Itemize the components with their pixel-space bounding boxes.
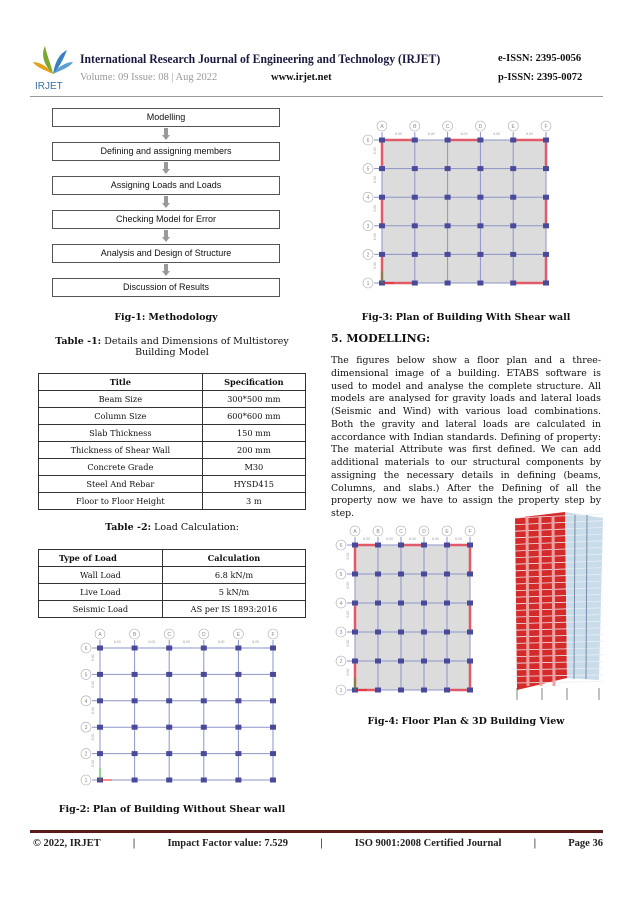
column <box>444 659 450 664</box>
grid-label: A <box>98 632 102 638</box>
eissn: e-ISSN: 2395-0056 <box>498 53 582 64</box>
table-cell: HYSD415 <box>202 476 305 493</box>
dimension-label: 6.00 <box>91 733 95 741</box>
dimension-label: 6.00 <box>91 654 95 662</box>
floor-plan <box>330 520 485 700</box>
section-paragraph: The figures below show a floor plan and a three-dimensional image of a building. ETABS software is used to model and analyse the complete structure. All models are analysed for gravity loads and lateral loads (Seismic and Wind) with various load combinations. Both the gravity and lateral loads are calculated in accordance with Indian standards. Defining of property: The material Attribute was first defined. We can add additional materials to our structural components by assigning the necessary details in defining (beams, Columns, and slabs.) After the Defining of all the property now we have to assign the property step by step. <box>331 355 601 519</box>
table-cell: Steel And Rebar <box>39 476 203 493</box>
column <box>445 138 451 143</box>
column <box>352 543 358 548</box>
table-cell: 600*600 mm <box>202 408 305 425</box>
flow-step: Modelling <box>52 108 280 127</box>
column <box>132 725 138 730</box>
building-3d-view <box>495 508 607 704</box>
column <box>398 572 404 577</box>
pissn: p-ISSN: 2395-0072 <box>498 72 583 83</box>
table-row <box>39 476 306 493</box>
table1-caption: Table -1: Details and Dimensions of Multistorey Building Model <box>55 336 289 358</box>
column <box>97 698 103 703</box>
dimension-label: 6.00 <box>427 132 435 136</box>
column <box>398 543 404 548</box>
plan-without-shear-wall <box>70 622 295 792</box>
column <box>201 778 207 783</box>
dimension-label: 6.00 <box>526 132 534 136</box>
table-row <box>39 459 306 476</box>
dimension-label: 6.00 <box>346 668 350 676</box>
table-row <box>39 584 306 601</box>
dimension-label: 6.00 <box>91 707 95 714</box>
dimension-label: 6.00 <box>183 640 190 644</box>
table-row <box>39 391 306 408</box>
table-load-calculation <box>38 549 306 618</box>
column <box>379 195 385 200</box>
column <box>166 778 172 783</box>
dimension-label: 6.00 <box>346 639 350 647</box>
table-row <box>39 493 306 510</box>
column <box>444 543 450 548</box>
column <box>444 601 450 606</box>
column <box>444 630 450 635</box>
column <box>477 138 483 143</box>
table-cell: Seismic Load <box>39 601 163 618</box>
table-cell: 3 m <box>202 493 305 510</box>
grid-label: D <box>478 124 483 130</box>
slab <box>355 545 470 690</box>
table-cell: Live Load <box>39 584 163 601</box>
table-cell: AS per IS 1893:2016 <box>162 601 305 618</box>
grid-label: F <box>271 632 275 638</box>
column <box>201 646 207 651</box>
slab <box>100 648 273 780</box>
grid-label: F <box>468 529 472 535</box>
plan-with-shear-wall <box>352 115 557 293</box>
grid-label: 2 <box>339 659 343 665</box>
grid-label: E <box>445 529 449 535</box>
table-row <box>39 425 306 442</box>
dimension-label: 6.00 <box>493 132 501 136</box>
column <box>375 601 381 606</box>
fig3-caption: Fig-3: Plan of Building With Shear wall <box>361 312 571 323</box>
dimension-label: 6.00 <box>148 640 156 644</box>
column <box>543 138 549 143</box>
grid-label: 4 <box>339 601 343 607</box>
column <box>352 659 358 664</box>
grid-label: 3 <box>84 725 88 732</box>
grid-label: 4 <box>366 195 370 202</box>
column <box>444 688 450 693</box>
arrow-down-icon <box>162 263 170 277</box>
flow-step: Defining and assigning members <box>52 142 280 161</box>
grid-label: 1 <box>339 688 343 694</box>
column <box>543 166 549 171</box>
column <box>445 166 451 171</box>
website-link[interactable]: www.irjet.net <box>271 72 332 83</box>
grid-label: B <box>376 529 380 535</box>
grid-label: 3 <box>366 223 370 230</box>
grid-label: 5 <box>339 572 343 578</box>
column <box>421 572 427 577</box>
dimension-label: 6.00 <box>394 132 402 136</box>
table-cell: 150 mm <box>202 425 305 442</box>
column <box>201 751 207 756</box>
column <box>270 778 276 783</box>
column <box>477 166 483 171</box>
dimension-label: 6.00 <box>409 537 416 541</box>
dimension-label: 6.00 <box>363 537 370 541</box>
footer-copyright: © 2022, IRJET <box>33 838 101 849</box>
column <box>467 543 473 548</box>
grid-label: 5 <box>366 166 370 173</box>
column <box>166 672 172 677</box>
column <box>477 223 483 228</box>
table-row <box>39 442 306 459</box>
column <box>510 138 516 143</box>
column <box>270 698 276 703</box>
column <box>421 659 427 664</box>
grid-label: 1 <box>84 778 88 784</box>
column <box>166 725 172 730</box>
column <box>235 725 241 730</box>
column <box>510 252 516 257</box>
grid-label: B <box>132 632 137 638</box>
column <box>412 195 418 200</box>
column <box>270 646 276 651</box>
arrow-down-icon <box>162 127 170 141</box>
table-cell: 5 kN/m <box>162 584 305 601</box>
table-cell: Thickness of Shear Wall <box>39 442 203 459</box>
grid-label: D <box>201 632 206 638</box>
column <box>477 252 483 257</box>
table2-caption: Table -2: Load Calculation: <box>105 522 239 533</box>
grid-label: 2 <box>84 751 88 758</box>
footer-separator: | <box>132 838 136 849</box>
column <box>132 646 138 651</box>
column <box>132 672 138 677</box>
column <box>132 778 138 783</box>
grid-label: 3 <box>339 630 343 636</box>
column <box>270 672 276 677</box>
col-header: Specification <box>202 374 305 391</box>
dimension-label: 6.00 <box>113 640 121 644</box>
arrow-down-icon <box>162 195 170 209</box>
column <box>421 601 427 606</box>
column <box>412 166 418 171</box>
column <box>398 601 404 606</box>
column <box>235 672 241 677</box>
footer-page-number: Page 36 <box>568 838 603 849</box>
column <box>235 751 241 756</box>
column <box>235 698 241 703</box>
footer <box>33 838 603 849</box>
footer-iso: ISO 9001:2008 Certified Journal <box>354 838 502 849</box>
dimension-label: 6.00 <box>346 610 350 618</box>
column <box>445 223 451 228</box>
column <box>412 223 418 228</box>
fig2-caption: Fig-2: Plan of Building Without Shear wall <box>58 804 286 815</box>
dimension-label: 6.00 <box>252 640 260 644</box>
dimension-label: 6.00 <box>386 537 393 541</box>
grid-label: F <box>544 124 548 130</box>
column <box>412 138 418 143</box>
grid-label: E <box>236 632 241 638</box>
column <box>379 166 385 171</box>
flow-step: Discussion of Results <box>52 278 280 297</box>
column <box>445 195 451 200</box>
column <box>421 688 427 693</box>
column <box>97 751 103 756</box>
header-rule <box>30 96 603 97</box>
dimension-label: 6.00 <box>373 147 377 155</box>
fig1-caption: Fig-1: Methodology <box>114 312 218 323</box>
arrow-down-icon <box>162 161 170 175</box>
dimension-label: 6.00 <box>91 680 95 688</box>
table-cell: 300*500 mm <box>202 391 305 408</box>
table-cell: 200 mm <box>202 442 305 459</box>
grid-label: 6 <box>339 543 343 549</box>
column <box>467 688 473 693</box>
column <box>201 672 207 677</box>
grid-label: 6 <box>366 138 370 144</box>
column <box>235 778 241 783</box>
column <box>467 572 473 577</box>
grid-label: 6 <box>84 646 88 652</box>
footer-separator: | <box>533 838 537 849</box>
column <box>166 751 172 756</box>
dimension-label: 6.00 <box>91 759 95 767</box>
section-heading: 5. MODELLING: <box>331 332 431 345</box>
column <box>375 688 381 693</box>
dimension-label: 6.00 <box>373 204 377 212</box>
table-cell: Beam Size <box>39 391 203 408</box>
column <box>352 630 358 635</box>
table-cell: M30 <box>202 459 305 476</box>
column <box>379 138 385 143</box>
column <box>97 646 103 651</box>
column <box>398 659 404 664</box>
column <box>398 688 404 693</box>
column <box>379 223 385 228</box>
column <box>467 659 473 664</box>
table-row <box>39 601 306 618</box>
column <box>510 223 516 228</box>
grid-label: 1 <box>366 281 370 287</box>
dimension-label: 6.00 <box>455 537 462 541</box>
dimension-label: 6.00 <box>373 233 377 241</box>
dimension-label: 6.00 <box>373 176 377 183</box>
footer-impact-factor: Impact Factor value: 7.529 <box>167 838 288 849</box>
table-cell: Concrete Grade <box>39 459 203 476</box>
grid-label: A <box>380 124 384 130</box>
fig4-caption: Fig-4: Floor Plan & 3D Building View <box>367 716 565 727</box>
column <box>412 252 418 257</box>
column <box>510 281 516 286</box>
column <box>235 646 241 651</box>
column-line <box>553 516 554 686</box>
table-dimensions <box>38 373 306 510</box>
grid-label: 2 <box>366 252 370 259</box>
column <box>543 223 549 228</box>
grid-label: C <box>167 632 172 638</box>
table-cell: Slab Thickness <box>39 425 203 442</box>
col-header: Title <box>39 374 203 391</box>
column <box>510 195 516 200</box>
column <box>132 698 138 703</box>
col-header: Type of Load <box>39 550 163 567</box>
column <box>445 281 451 286</box>
column <box>375 630 381 635</box>
column <box>352 572 358 577</box>
grid-label: C <box>445 124 450 130</box>
table-row <box>39 567 306 584</box>
column <box>444 572 450 577</box>
column <box>379 252 385 257</box>
dimension-label: 6.00 <box>217 640 225 644</box>
column <box>375 572 381 577</box>
column <box>510 166 516 171</box>
column <box>412 281 418 286</box>
table-cell: Floor to Floor Height <box>39 493 203 510</box>
dimension-label: 6.00 <box>432 537 439 541</box>
grid-label: A <box>353 529 357 535</box>
column-line <box>540 516 541 686</box>
dimension-label: 6.00 <box>373 261 377 269</box>
column <box>543 195 549 200</box>
arrow-down-icon <box>162 229 170 243</box>
table-cell: 6.8 kN/m <box>162 567 305 584</box>
svg-text:IRJET: IRJET <box>35 81 63 92</box>
column <box>201 725 207 730</box>
column <box>421 543 427 548</box>
table-row <box>39 408 306 425</box>
column <box>201 698 207 703</box>
grid-label: 4 <box>84 698 88 705</box>
column <box>166 646 172 651</box>
column <box>398 630 404 635</box>
column <box>445 252 451 257</box>
flow-step: Assigning Loads and Loads <box>52 176 280 195</box>
col-header: Calculation <box>162 550 305 567</box>
table-cell: Column Size <box>39 408 203 425</box>
column <box>270 751 276 756</box>
column <box>375 543 381 548</box>
column <box>467 630 473 635</box>
journal-title: International Research Journal of Engineering and Technology (IRJET) <box>80 51 441 66</box>
column <box>477 281 483 286</box>
table-cell: Wall Load <box>39 567 163 584</box>
grid-label: D <box>422 529 426 535</box>
column <box>477 195 483 200</box>
grid-label: 5 <box>84 672 88 679</box>
footer-separator: | <box>320 838 323 849</box>
dimension-label: 6.00 <box>346 581 350 589</box>
column <box>467 601 473 606</box>
column <box>166 698 172 703</box>
column-line <box>527 516 528 686</box>
grid-label: C <box>399 529 403 535</box>
column <box>352 601 358 606</box>
grid-label: E <box>511 124 515 130</box>
column <box>375 659 381 664</box>
volume-issue: Volume: 09 Issue: 08 | Aug 2022 <box>80 72 218 83</box>
column <box>421 630 427 635</box>
flow-step: Checking Model for Error <box>52 210 280 229</box>
irjet-logo <box>33 44 73 92</box>
flow-step: Analysis and Design of Structure <box>52 244 280 263</box>
column <box>97 725 103 730</box>
grid-label: B <box>413 124 417 130</box>
column <box>97 672 103 677</box>
dimension-label: 6.00 <box>460 132 468 136</box>
slab <box>382 140 546 283</box>
column <box>543 252 549 257</box>
column <box>270 725 276 730</box>
column <box>132 751 138 756</box>
column <box>543 281 549 286</box>
dimension-label: 6.00 <box>346 552 350 560</box>
footer-rule <box>30 830 603 833</box>
